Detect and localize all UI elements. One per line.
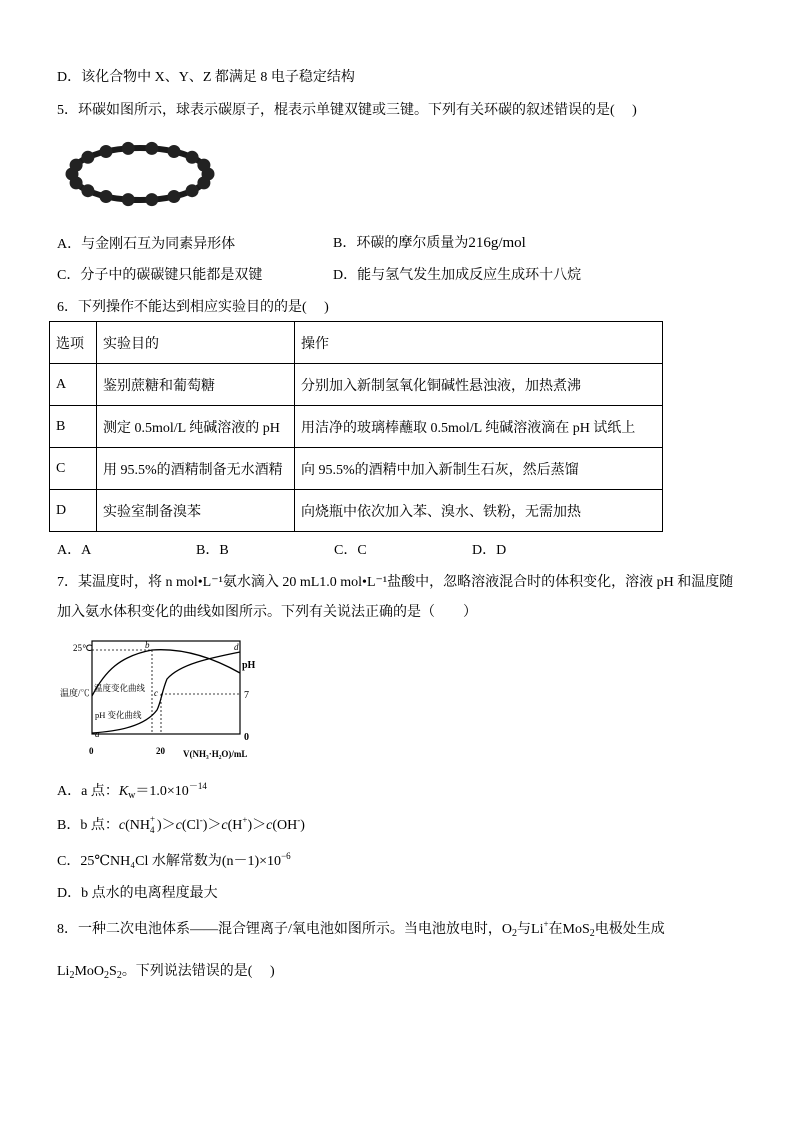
carbon-atom xyxy=(197,159,210,172)
carbon-atom xyxy=(100,145,113,158)
carbon-atom xyxy=(145,193,158,206)
carbon-atom xyxy=(197,176,210,189)
table-cell: 用洁净的玻璃棒蘸取 0.5mol/L 纯碱溶液滴在 pH 试纸上 xyxy=(295,406,663,448)
q7-option-c: C．25℃NH₄Cl 水解常数为$(n-1)\times 10^{-6}$ xyxy=(57,851,291,869)
label-ph-0: 0 xyxy=(244,732,249,743)
ph-temperature-graph xyxy=(60,636,270,764)
table-row xyxy=(50,364,663,406)
table-row xyxy=(50,406,663,448)
q5-option-b: B．环碳的摩尔质量为216g/mol xyxy=(333,235,526,251)
carbon-atom xyxy=(168,190,181,203)
experiment-table xyxy=(49,321,663,532)
carbon-atom xyxy=(122,193,135,206)
carbon-atom xyxy=(81,184,94,197)
label-temperature-curve: 温度变化曲线 xyxy=(94,683,146,693)
carbon-atom xyxy=(70,159,83,172)
label-25c: 25℃ xyxy=(73,643,93,653)
q7-option-b: B．b 点：c(NH + 4 )＞c(Cl-)＞c(H+)＞c(OH-) xyxy=(57,814,305,835)
carbon-atom xyxy=(81,151,94,164)
table-cell: 测定 0.5mol/L 纯碱溶液的 pH xyxy=(97,406,295,448)
table-cell: C xyxy=(50,448,97,490)
label-ph-7: 7 xyxy=(244,690,249,701)
table-cell: 鉴别蔗糖和葡萄糖 xyxy=(97,364,295,406)
q7-stem-line1: 7．某温度时，将 n mol•L⁻¹氨水滴入 20 mL1.0 mol•L⁻¹盐酸中，忽略溶液混合时的体积变化，溶液 pH 和温度随 xyxy=(57,575,734,590)
point-d-label: d xyxy=(234,642,239,652)
q6-choice-b: B．B xyxy=(196,543,229,558)
label-x-20: 20 xyxy=(156,746,165,756)
table-header-cell: 操作 xyxy=(295,322,663,364)
table-cell: 用 95.5%的酒精制备无水酒精 xyxy=(97,448,295,490)
q8-stem-line2: $Li_2MoO_2S_2$。下列说法错误的是( ) xyxy=(57,964,275,981)
q4-option-d: D．该化合物中 X、Y、Z 都满足 8 电子稳定结构 xyxy=(57,70,355,85)
table-cell: 分别加入新制氢氧化铜碱性悬浊液，加热煮沸 xyxy=(295,364,663,406)
point-a-label: a xyxy=(95,729,100,739)
table-cell: 实验室制备溴苯 xyxy=(97,490,295,532)
q7-option-a: A．a 点：$K_w=1.0\times 10^{-14}$ xyxy=(57,781,207,801)
q5-option-d: D．能与氢气发生加成反应生成环十八烷 xyxy=(333,268,582,283)
q7-stem-line2: 加入氨水体积变化的曲线如图所示。下列有关说法正确的是（ ） xyxy=(57,605,477,620)
q6-choice-a: A．A xyxy=(57,543,92,558)
label-x-axis: V(NH₃·H₂O)/mL xyxy=(183,749,248,759)
carbon-atom xyxy=(186,184,199,197)
q5-option-a: A．与金刚石互为同素异形体 xyxy=(57,237,236,252)
table-cell: 向烧瓶中依次加入苯、溴水、铁粉，无需加热 xyxy=(295,490,663,532)
table-row xyxy=(50,490,663,532)
label-temperature-axis: 温度/℃ xyxy=(60,688,90,698)
q7-option-d: D．b 点水的电离程度最大 xyxy=(57,886,218,901)
q6-choice-c: C．C xyxy=(334,543,367,558)
point-c-label: c xyxy=(154,688,158,698)
table-cell: 向 95.5%的酒精中加入新制生石灰，然后蒸馏 xyxy=(295,448,663,490)
carbon-ring-figure xyxy=(62,140,222,212)
q5-stem: 5．环碳如图所示，球表示碳原子，棍表示单键双键或三键。下列有关环碳的叙述错误的是( ) xyxy=(57,103,637,118)
q8-stem-line1: 8．一种二次电池体系——混合锂离子/氧电池如图所示。当电池放电时，$O_2$与Li+在MoS$_2$电极处生成 xyxy=(57,919,665,939)
table-header-row xyxy=(50,322,663,364)
carbon-atom xyxy=(100,190,113,203)
table-cell: B xyxy=(50,406,97,448)
carbon-atom xyxy=(145,142,158,155)
table-header-cell: 选项 xyxy=(50,322,97,364)
table-header-cell: 实验目的 xyxy=(97,322,295,364)
point-b-label: b xyxy=(145,640,150,650)
label-ph-curve: pH 变化曲线 xyxy=(95,710,142,720)
carbon-atom xyxy=(186,151,199,164)
label-ph-axis: pH xyxy=(242,660,256,671)
q5-option-c: C．分子中的碳碳键只能都是双键 xyxy=(57,268,263,283)
carbon-atom xyxy=(168,145,181,158)
label-x-0: 0 xyxy=(89,746,94,756)
table-row xyxy=(50,448,663,490)
table-cell: D xyxy=(50,490,97,532)
q6-stem: 6．下列操作不能达到相应实验目的的是( ) xyxy=(57,300,329,315)
table-cell: A xyxy=(50,364,97,406)
carbon-atom xyxy=(122,142,135,155)
q6-choice-d: D．D xyxy=(472,543,507,558)
